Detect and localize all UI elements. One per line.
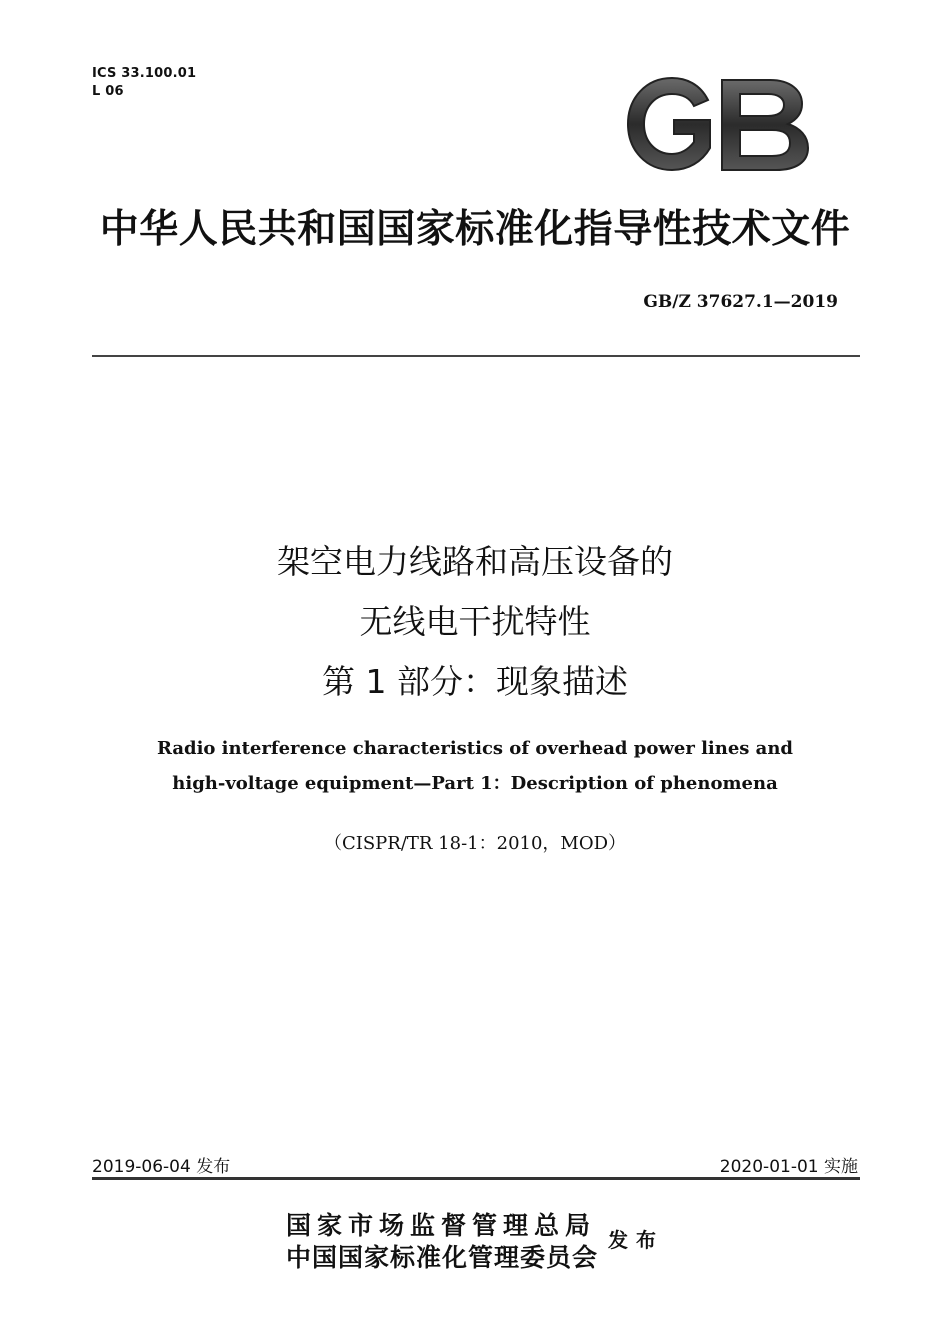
ccs-code: L 06 (92, 84, 124, 99)
implementation-date: 2020-01-01 实施 (719, 1157, 858, 1177)
title-cn-line-2: 无线电干扰特性 (359, 602, 591, 641)
authority-line-2: 中国国家标准化管理委员会 (286, 1243, 599, 1272)
standard-number: GB/Z 37627.1—2019 (643, 292, 838, 312)
title-cn-line-1: 架空电力线路和高压设备的 (277, 542, 673, 581)
gb-logo (622, 72, 812, 176)
adoption-reference: （CISPR/TR 18-1：2010，MOD） (323, 833, 627, 854)
authority-line-1: 国家市场监督管理总局 (286, 1211, 597, 1240)
title-en-line-1: Radio interference characteristics of overhead power lines and (156, 738, 794, 759)
issue-date: 2019-06-04 发布 (92, 1157, 231, 1177)
title-en-line-2: high-voltage equipment—Part 1：Description of phenomena (172, 773, 778, 794)
footer-divider (92, 1177, 860, 1180)
ics-code: ICS 33.100.01 (92, 66, 197, 81)
document-type-heading: 中华人民共和国国家标准化指导性技术文件 (99, 207, 851, 252)
title-cn-line-3: 第 1 部分：现象描述 (322, 662, 628, 701)
header-divider (92, 355, 860, 357)
publish-label: 发布 (608, 1228, 664, 1252)
